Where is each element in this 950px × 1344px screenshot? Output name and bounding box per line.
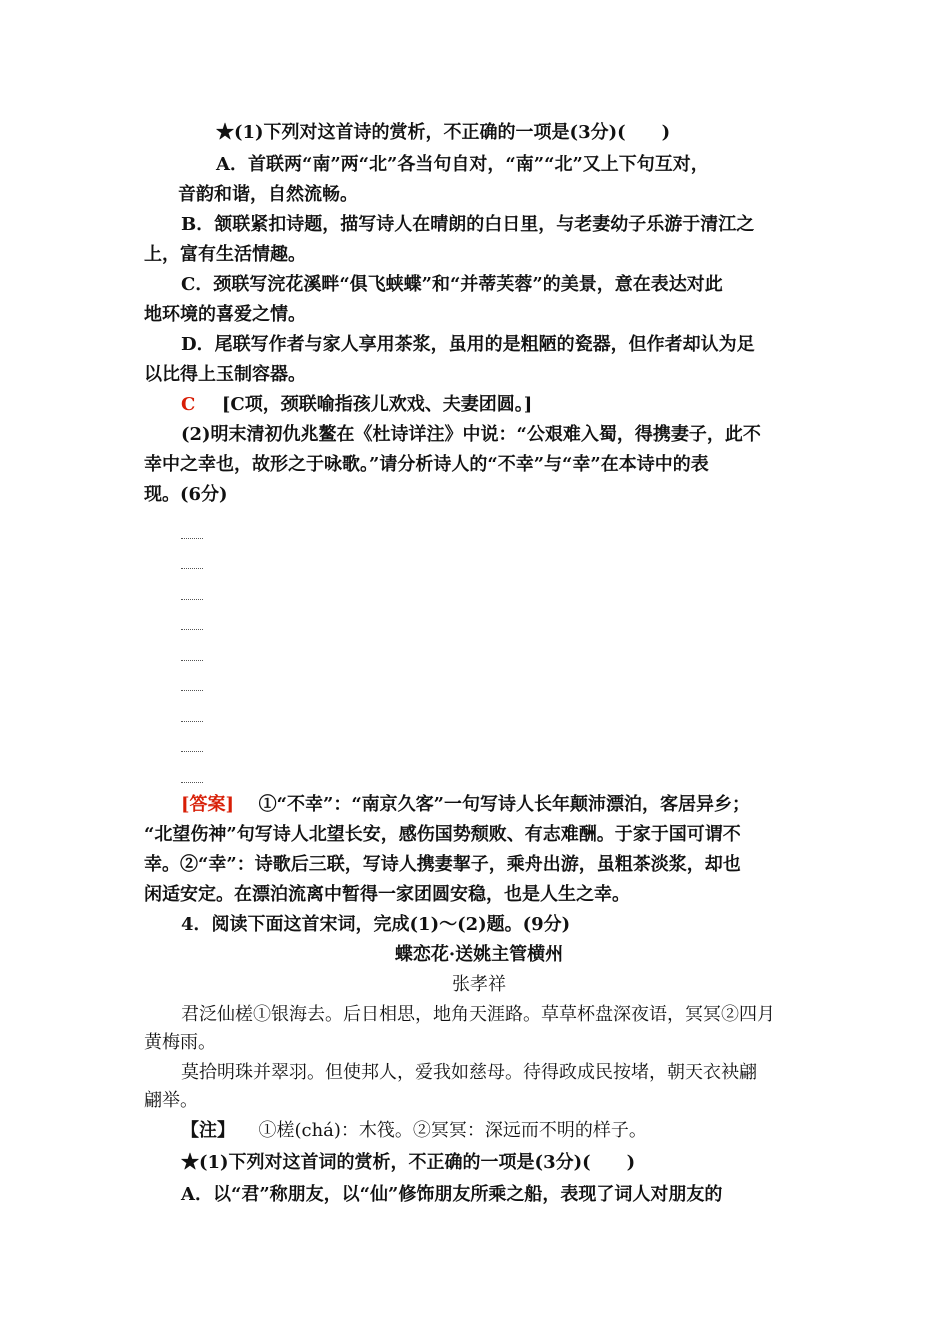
answer-blank-line[interactable] — [181, 538, 203, 539]
q3-option-a-line2: 音韵和谐，自然流畅。 — [178, 184, 358, 205]
q3-answer-line2: “北望伤神”句写诗人北望长安，感伤国势颓败、有志难酬。于家于国可谓不 — [144, 824, 741, 845]
note-text: ①槎(chá)：木筏。②冥冥：深远而不明的样子。 — [258, 1120, 647, 1141]
q3-option-c-line2: 地环境的喜爱之情。 — [144, 304, 306, 325]
q3-option-a-line1: A．首联两“南”两“北”各当句自对，“南”“北”又上下句互对， — [216, 154, 709, 175]
answer-blank-line[interactable] — [181, 599, 203, 600]
answer-label: [答案] — [181, 794, 235, 815]
q3-option-b-line2: 上，富有生活情趣。 — [144, 244, 306, 265]
poem-line1: 君泛仙槎①银海去。后日相思，地角天涯路。草草杯盘深夜语，冥冥②四月 — [181, 1004, 775, 1025]
poem-title: 蝶恋花·送姚主管横州 — [394, 944, 564, 965]
answer-text-1: ①“不幸”：“南京久客”一句写诗人长年颠沛漂泊，客居异乡； — [258, 794, 751, 815]
q4-stem: 4．阅读下面这首宋词，完成(1)～(2)题。(9分) — [181, 914, 571, 935]
poem-author: 张孝祥 — [452, 974, 506, 995]
poem-line4: 翩举。 — [144, 1090, 198, 1111]
answer-blank-line[interactable] — [181, 660, 203, 661]
poem-line3: 莫拾明珠并翠羽。但使邦人，爱我如慈母。待得政成民按堵，朝天衣袂翩 — [181, 1062, 757, 1083]
q3-sub2-line3: 现。(6分) — [144, 484, 228, 505]
answer-blank-line[interactable] — [181, 782, 203, 783]
q3-answer-letter: C — [181, 394, 196, 415]
q3-sub1-stem: ★(1)下列对这首诗的赏析，不正确的一项是(3分)( ) — [216, 122, 671, 143]
answer-blank-line[interactable] — [181, 629, 203, 630]
q4-option-a-line1: A．以“君”称朋友，以“仙”修饰朋友所乘之船，表现了词人对朋友的 — [181, 1184, 723, 1205]
poem-note — [181, 1116, 851, 1146]
answer-blank-line[interactable] — [181, 721, 203, 722]
answer-blank-line[interactable] — [181, 690, 203, 691]
note-label: 【注】 — [181, 1120, 235, 1141]
poem-line2: 黄梅雨。 — [144, 1032, 216, 1053]
q4-sub1-stem: ★(1)下列对这首词的赏析，不正确的一项是(3分)( ) — [181, 1152, 636, 1173]
q3-option-d-line1: D．尾联写作者与家人享用茶浆，虽用的是粗陋的瓷器，但作者却认为足 — [181, 334, 755, 355]
q3-option-d-line2: 以比得上玉制容器。 — [144, 364, 306, 385]
q3-answer-note: [C项，颈联喻指孩儿欢戏、夫妻团圆。] — [221, 394, 533, 415]
q3-option-b-line1: B．颔联紧扣诗题，描写诗人在晴朗的白日里，与老妻幼子乐游于清江之 — [181, 214, 755, 235]
answer-blank-line[interactable] — [181, 751, 203, 752]
q3-sub2-line1: (2)明末清初仇兆鳌在《杜诗详注》中说：“公艰难入蜀，得携妻子，此不 — [181, 424, 761, 445]
q3-answer-row — [181, 390, 851, 420]
q3-answer-line4: 闲适安定。在漂泊流离中暂得一家团圆安稳，也是人生之幸。 — [144, 884, 630, 905]
answer-blank-line[interactable] — [181, 568, 203, 569]
q3-option-c-line1: C．颈联写浣花溪畔“俱飞蛱蝶”和“并蒂芙蓉”的美景，意在表达对此 — [181, 274, 723, 295]
q3-sub2-line2: 幸中之幸也，故形之于咏歌。”请分析诗人的“不幸”与“幸”在本诗中的表 — [144, 454, 709, 475]
q3-answer-line3: 幸。②“幸”：诗歌后三联，写诗人携妻挈子，乘舟出游，虽粗茶淡浆，却也 — [144, 854, 741, 875]
q3-answer-line1 — [181, 790, 851, 820]
